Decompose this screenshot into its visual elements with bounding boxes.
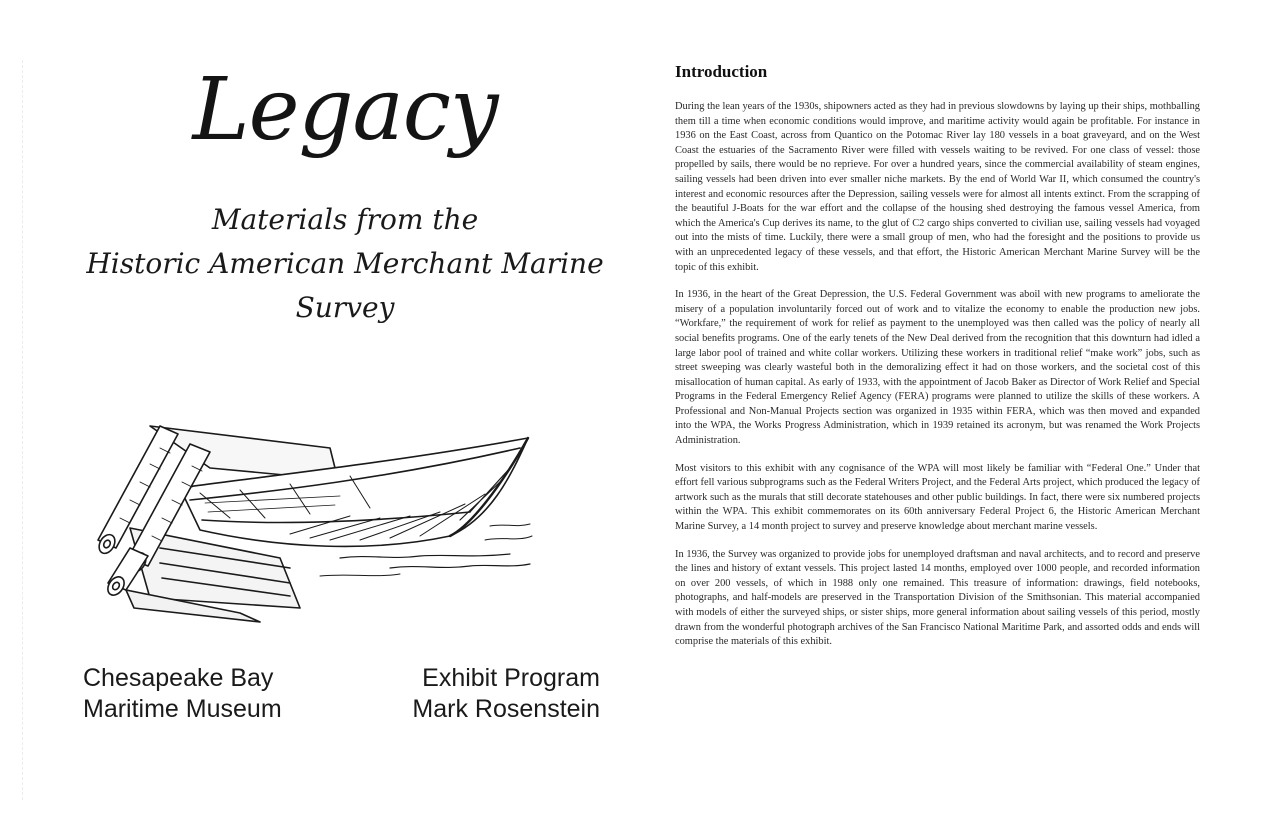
subtitle [0,198,690,330]
program-line: Exhibit Program [422,664,600,692]
page-title: Legacy [192,60,498,160]
museum-line: Chesapeake Bay [83,664,274,692]
program-line: Mark Rosenstein [412,695,600,723]
paragraph: Most visitors to this exhibit with any cognisance of the WPA will most likely be familiar with “Federal One.” Under that effort fell various subprograms such as the Federal Writers Project, and the Federal Arts project, which produced the legacy of artwork such as the murals that still decorate statehouses and other public buildings. In fact, there were six numbered projects within the WPA. This exhibit commemorates on its 60th anniversary Federal Project 6, the Historic American Merchant Marine Survey, a 14 month project to survey and preserve knowledge about merchant marine vessels. [675,462,1200,533]
museum-name [83,663,282,725]
museum-line: Maritime Museum [83,695,282,723]
subtitle-line: Historic American Merchant Marine [86,247,604,280]
program-credit [406,663,600,725]
paragraph: In 1936, the Survey was organized to provide jobs for unemployed draftsman and naval architects, and to record and preserve the lines and history of extant vessels. This project lasted 14 months, employed over 1000 people, and recorded information on over 200 vessels, of which in 1988 only one remained. This treasure of information: drawings, field notebooks, photographs, and half-models are preserved in the Transportation Division of the Smithsonian. This material accompanied with models of either the surveyed ships, or sister ships, more general information about sailing vessels of this period, mostly drawn from the wonderful photograph archives of the San Francisco National Maritime Park, and assorted odds and ends will comprise the materials of this exhibit. [675,548,1200,648]
subtitle-line: Materials from the [211,203,479,236]
section-heading: Introduction [675,62,768,81]
paragraph: In 1936, in the heart of the Great Depression, the U.S. Federal Government was aboil with new programs to ameliorate the misery of a population involuntarily forced out of work and to vitalize the economy to enable the production new jobs. “Workfare,” the requirement of work for relief as payment to the unemployed was then called was the policy of nearly all social benefits programs. One of the early tenets of the New Deal derived from the recognition that this downturn had idled a large labor pool of trained and white collar workers. Utilizing these workers in traditional relief “make work” jobs, such as street sweeping was clearly wasteful both in the demoralizing effect it had on those workers, and the societal cost of this misallocation of human capital. As early of 1933, with the appointment of Jacob Baker as Director of Work Relief and Special Programs in the Federal Emergency Relief Agency (FERA) programs were planned to utilize the skills of these workers. A Professional and Non-Manual Projects section was organized in 1935 within FERA, which was then moved and expanded into the WPA, the Works Progress Administration, which in 1939 retained its acronym, but was renamed the Work Projects Administration. [675,289,1200,447]
body-text [675,100,1200,663]
subtitle-line: Survey [295,291,395,324]
rolled-plans-and-boat-illustration [90,408,540,630]
paragraph: During the lean years of the 1930s, shipowners acted as they had in previous slowdowns by laying up their ships, mothballing them till a time when economic conditions would improve, and maritime activity would again be profitable. For instance in 1936 on the East Coast, across from Quantico on the Potomac River lay 180 vessels in a boat graveyard, and on the West Coast the estuaries of the Sacramento River were filled with vessels waiting to be revived. For one class of vessel: those propelled by sails, there would be no reprieve. For over a hundred years, since the commercial availability of steam engines, sailing vessels had been driven into ever smaller niche markets. By the end of World War II, which consumed the country's interest and economic resources after the Depression, sailing vessels were for almost all intents extinct. From the scrapping of the beautiful J-Boats for the war effort and the collapse of the housing shed destroying the famous vessel America, from which the America's Cup derives its name, to the glut of C2 cargo ships converted to civilian use, sailing vessels had voyaged out into the mists of time. Luckily, there were a small group of men, who had the foresight and the positions to provide us with an unprecedented legacy of these vessels, and that effort, the Historic American Merchant Marine Survey will be the topic of this exhibit. [675,101,1200,273]
right-page [660,0,1275,826]
